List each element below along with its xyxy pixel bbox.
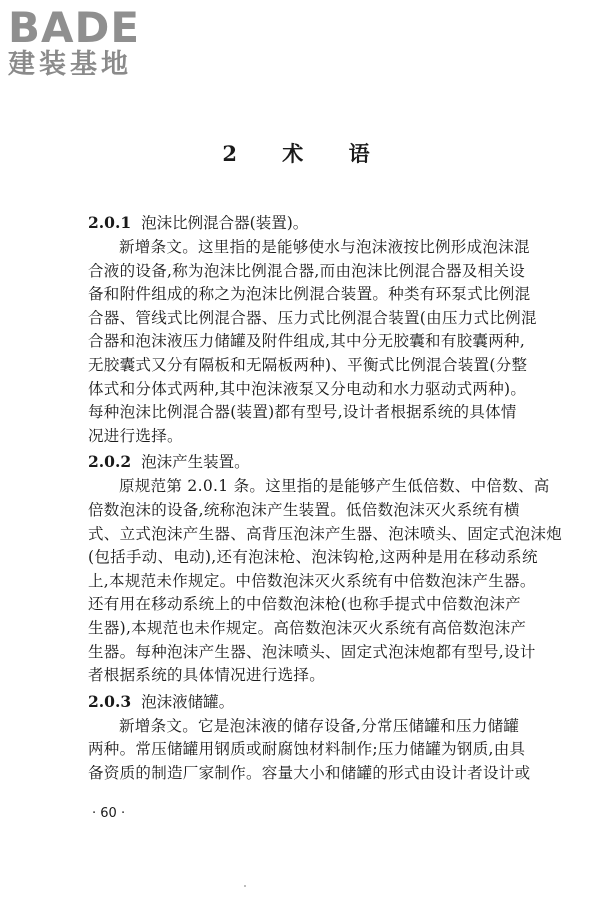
paragraph-line: 备和附件组成的称之为泡沫比例混合装置。种类有环泵式比例混: [88, 285, 531, 304]
paragraph-line: 还有用在移动系统上的中倍数泡沫枪(也称手提式中倍数泡沫产: [88, 595, 521, 614]
scan-speck: [244, 885, 246, 887]
bade-watermark-logo: [8, 3, 188, 86]
section-number: 2.0.1: [88, 213, 132, 232]
paragraph-line: 原规范第 2.0.1 条。这里指的是能够产生低倍数、中倍数、高: [119, 477, 550, 496]
paragraph-line: 新增条文。它是泡沫液的储存设备,分常压储罐和压力储罐: [119, 716, 520, 735]
paragraph-line: (包括手动、电动),还有泡沫枪、泡沫钩枪,这两种是用在移动系统: [88, 548, 538, 567]
paragraph-line: 生器),本规范也未作规定。高倍数泡沫灭火系统有高倍数泡沫产: [88, 618, 527, 637]
paragraph-line: 两种。常压储罐用钢质或耐腐蚀材料制作;压力储罐为钢质,由具: [88, 740, 526, 759]
section-heading: [88, 209, 548, 236]
paragraph-line: 生器。每种泡沫产生器、泡沫喷头、固定式泡沫炮都有型号,设计: [88, 642, 536, 661]
paragraph-line: 合液的设备,称为泡沫比例混合器,而由泡沫比例混合器及相关设: [88, 261, 526, 280]
paragraph-line: 况进行选择。: [88, 426, 183, 445]
watermark-latin: BADE: [8, 3, 141, 52]
paragraph-line: 合器和泡沫液压力储罐及附件组成,其中分无胶囊和有胶囊两种,: [88, 332, 526, 351]
section-paragraph: [88, 715, 548, 786]
watermark-chinese: 建装基地: [8, 49, 132, 80]
section-title: 泡沫比例混合器(装置)。: [141, 214, 309, 232]
section-heading: [88, 448, 548, 475]
paragraph-line: 合器、管线式比例混合器、压力式比例混合装置(由压力式比例混: [88, 308, 537, 327]
paragraph-line: 体式和分体式两种,其中泡沫液泵又分电动和水力驱动式两种)。: [88, 379, 527, 398]
paragraph-line: 新增条文。这里指的是能够使水与泡沫液按比例形成泡沫混: [119, 238, 530, 256]
paragraph-line: 倍数泡沫的设备,统称泡沫产生装置。低倍数泡沫灭火系统有横: [88, 500, 520, 519]
section-title: 泡沫产生装置。: [141, 453, 250, 472]
paragraph-line: 上,本规范未作规定。中倍数泡沫灭火系统有中倍数泡沫产生器。: [88, 571, 536, 590]
paragraph-line: 无胶囊式又分有隔板和无隔板两种)、平衡式比例混合装置(分整: [88, 355, 528, 374]
paragraph-line: 每种泡沫比例混合器(装置)都有型号,设计者根据系统的具体情: [88, 403, 517, 422]
chapter-title: 2 术 语: [222, 141, 378, 166]
section-number: 2.0.2: [88, 452, 132, 472]
section-paragraph: [88, 475, 563, 687]
page-number: · 60 ·: [92, 806, 126, 821]
paragraph-line: 备资质的制造厂家制作。容量大小和储罐的形式由设计者设计或: [88, 763, 531, 782]
section-number: 2.0.3: [88, 691, 132, 711]
paragraph-line: 式、立式泡沫产生器、高背压泡沫产生器、泡沫喷头、固定式泡沫炮: [88, 524, 563, 543]
section-title: 泡沫液储罐。: [141, 692, 235, 711]
paragraph-line: 者根据系统的具体情况进行选择。: [88, 666, 326, 685]
document-body: [88, 209, 563, 785]
section-heading: [88, 688, 548, 715]
section-paragraph: [88, 236, 548, 448]
